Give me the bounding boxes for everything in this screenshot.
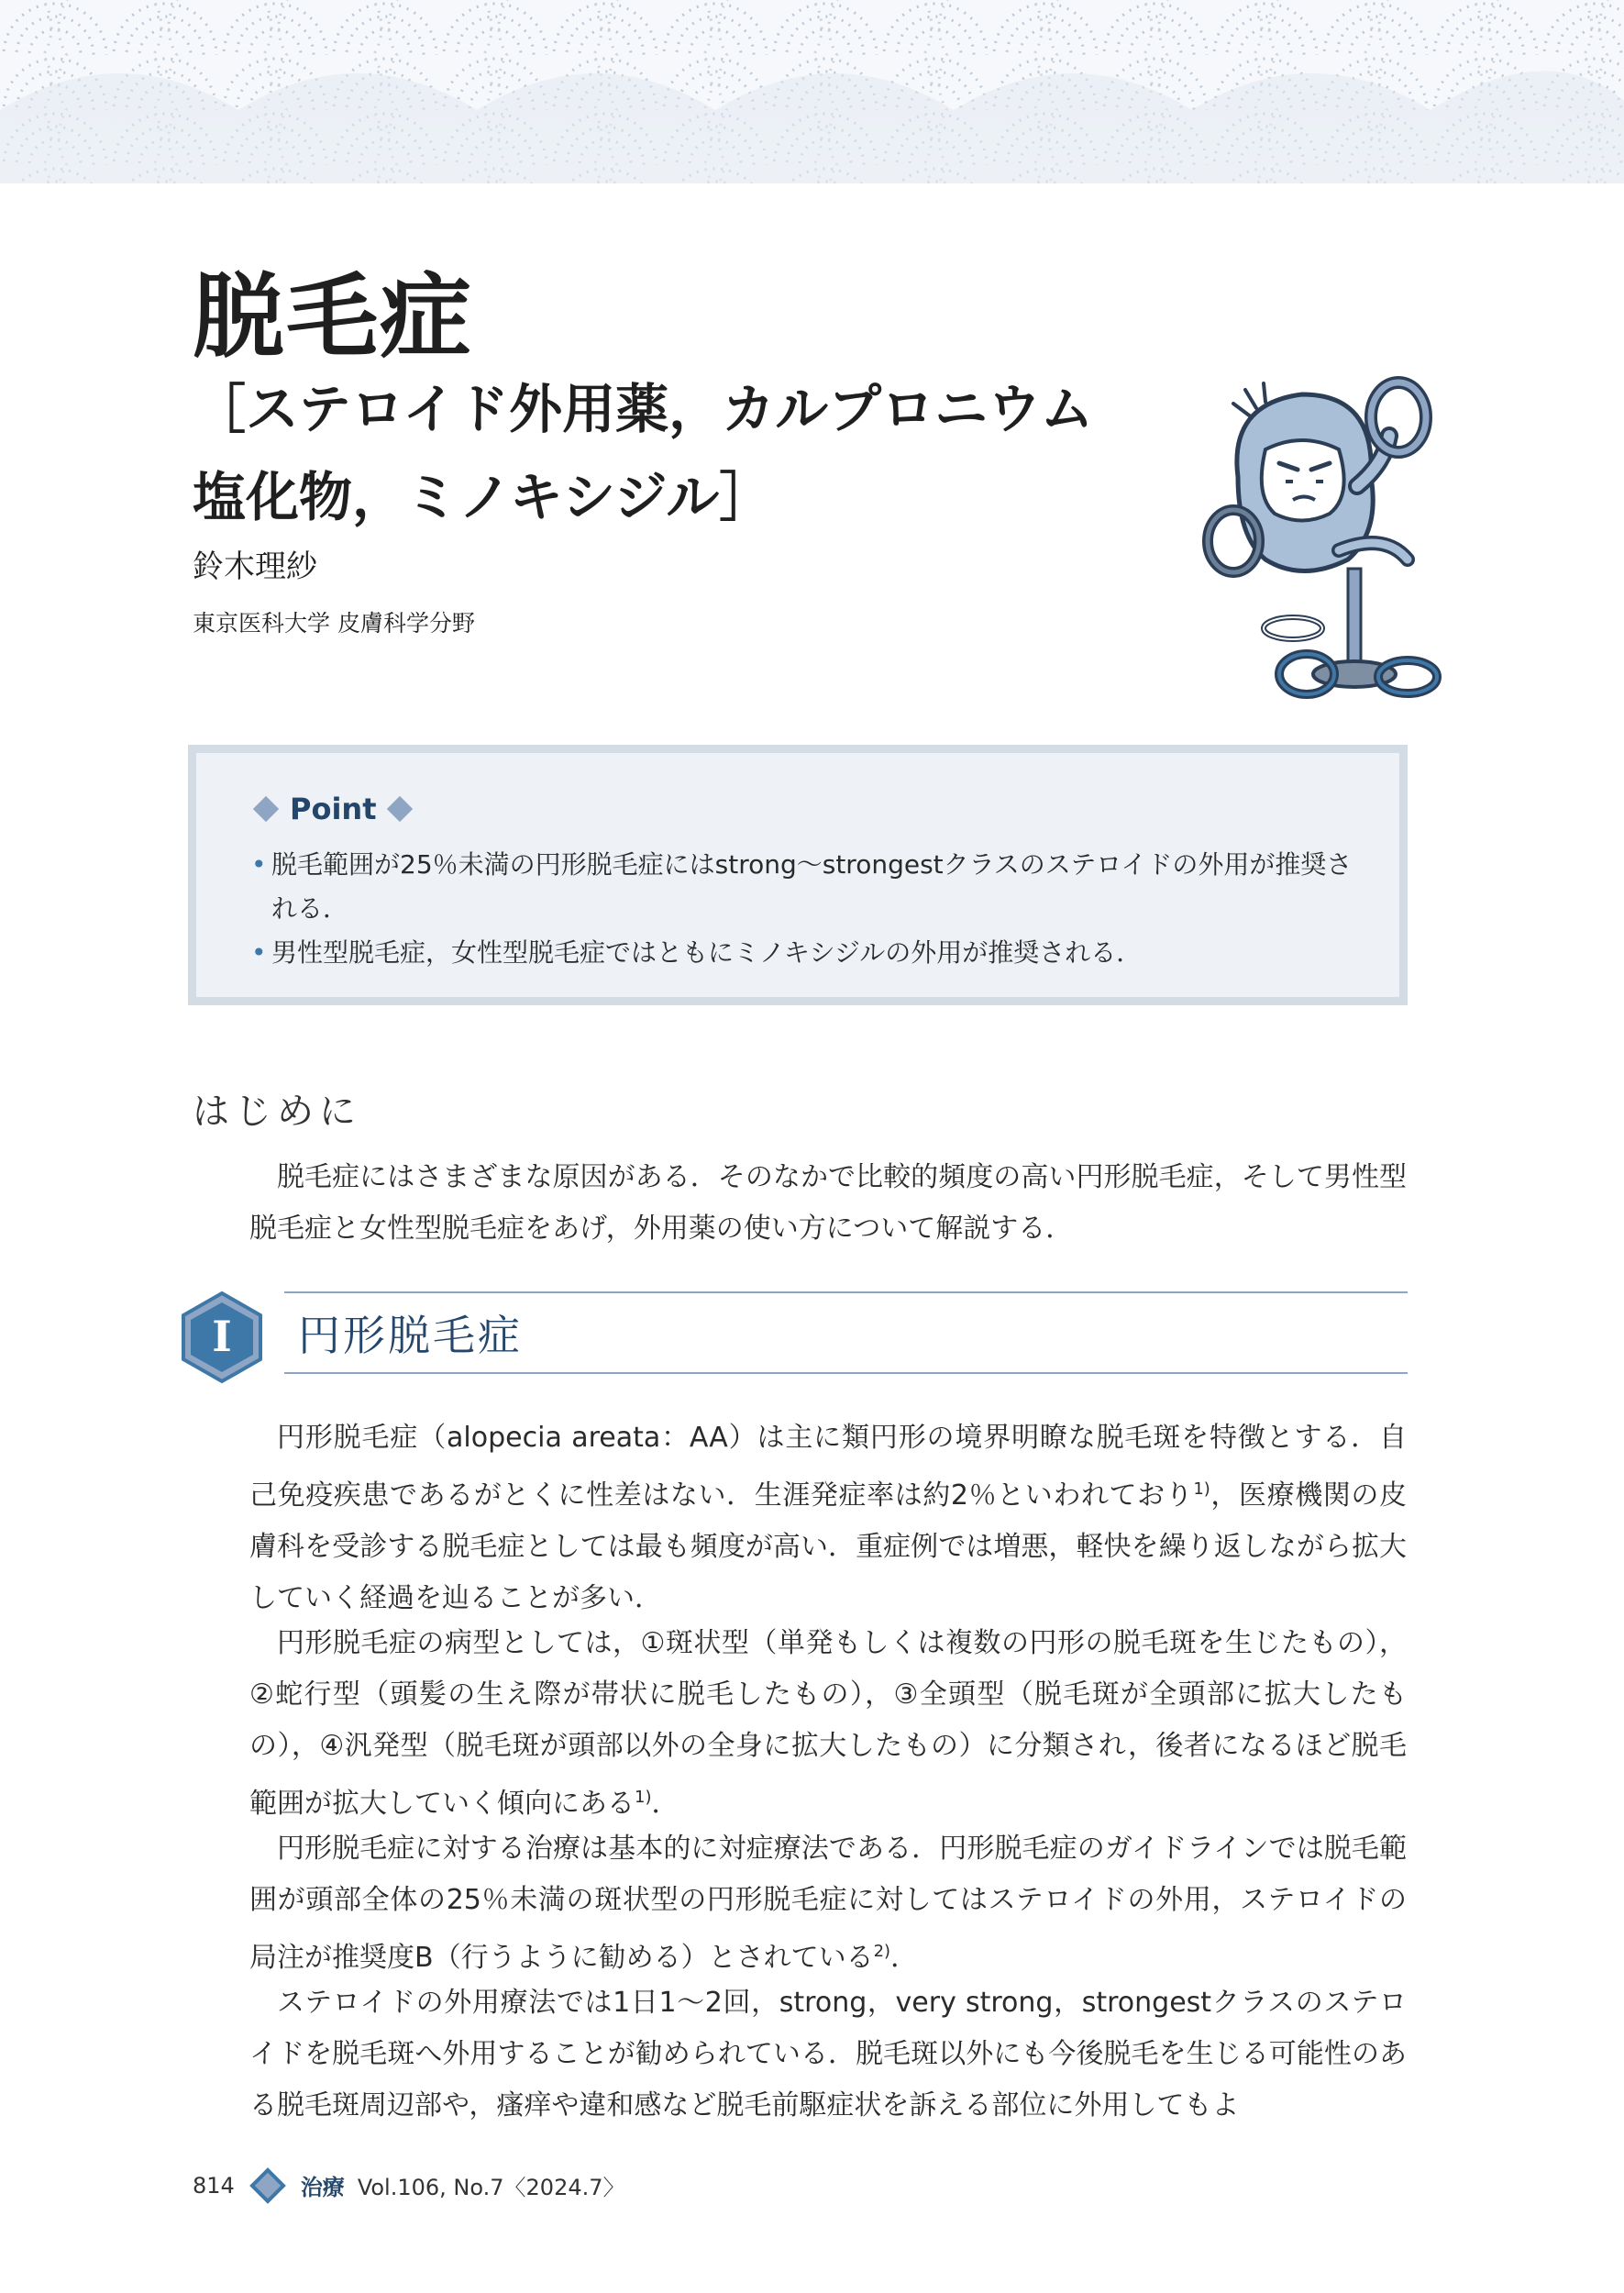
body-paragraph-2 bbox=[249, 1618, 1407, 1830]
article-subtitle bbox=[193, 365, 1094, 541]
p3-text: 円形脱毛症に対する治療は基本的に対症療法である．円形脱毛症のガイドラインでは脱毛範囲が頭部全体の25％未満の斑状型の円形脱毛症に対してはステロイドの外用，ステロイドの局注が推奨度B（行うように勧める）とされている bbox=[249, 1833, 1407, 1974]
section-rule-bottom bbox=[284, 1372, 1408, 1374]
point-item: • 男性型脱毛症，女性型脱毛症ではともにミノキシジルの外用が推奨される． bbox=[251, 931, 1370, 975]
mascot-illustration bbox=[1201, 376, 1449, 706]
diamond-icon bbox=[249, 2167, 286, 2204]
citation-ref: 2) bbox=[873, 1942, 891, 1961]
point-item: • 脱毛範囲が25％未満の円形脱毛症にはstrong～strongestクラスのステロイドの外用が推奨される． bbox=[251, 843, 1370, 931]
section-number-badge bbox=[180, 1290, 264, 1385]
journal-name: 治療 bbox=[300, 2175, 345, 2200]
wave-pattern-banner bbox=[0, 0, 1624, 183]
intro-paragraph: 脱毛症にはさまざまな原因がある．そのなかで比較的頻度の高い円形脱毛症，そして男性型脱毛症と女性型脱毛症をあげ，外用薬の使い方について解説する． bbox=[249, 1161, 1407, 1245]
p1-text: 円形脱毛症（alopecia areata：AA）は主に類円形の境界明瞭な脱毛斑を特徴とする．自己免疫疾患であるがとくに性差はない．生涯発症率は約2％といわれており bbox=[249, 1422, 1407, 1512]
p2-end: ． bbox=[651, 1788, 679, 1820]
body-paragraph-1 bbox=[249, 1412, 1407, 1624]
p2-text: 円形脱毛症の病型としては，①斑状型（単発もしくは複数の円形の脱毛斑を生じたもの），②蛇行型（頭髪の生え際が帯状に脱毛したもの），③全頭型（脱毛斑が全頭部に拡大したもの），④汎発型（脱毛斑が頭部以外の全身に拡大したもの）に分類され，後者になるほど脱毛範囲が拡大していく傾向にある bbox=[249, 1627, 1407, 1820]
point-box bbox=[188, 745, 1408, 1005]
diamond-icon bbox=[253, 796, 279, 822]
p1-rest: ，医療機関の皮膚科を受診する脱毛症としては最も頻度が高い．重症例では増悪，軽快を繰り返しながら拡大していく経過を辿ることが多い． bbox=[249, 1479, 1407, 1614]
subtitle-line-1: ［ステロイド外用薬，カルプロニウム bbox=[193, 378, 1094, 440]
article-title: 脱毛症 bbox=[193, 263, 473, 371]
body-paragraph-3 bbox=[249, 1823, 1407, 1984]
section-number: I bbox=[212, 1312, 232, 1361]
subtitle-line-2: 塩化物，ミノキシジル］ bbox=[193, 466, 773, 528]
point-heading-label: Point bbox=[290, 792, 377, 826]
citation-ref: 1) bbox=[635, 1788, 652, 1807]
body-paragraph-4: ステロイドの外用療法では1日1～2回，strong，very strong，strongestクラスのステロイドを脱毛斑へ外用することが勧められている．脱毛斑以外にも今後脱毛を生じる可能性のある脱毛斑周辺部や，瘙痒や違和感など脱毛前駆症状を訴える部位に外用してもよ bbox=[249, 1987, 1407, 2121]
section-rule-top bbox=[284, 1291, 1408, 1293]
journal-volume: Vol.106, No.7〈2024.7〉 bbox=[357, 2175, 625, 2200]
diamond-icon bbox=[387, 796, 413, 822]
section-title: 円形脱毛症 bbox=[298, 1311, 523, 1360]
citation-ref: 1) bbox=[1193, 1479, 1210, 1499]
p3-end: ． bbox=[890, 1942, 919, 1974]
author-name: 鈴木理紗 bbox=[193, 548, 317, 585]
point-heading bbox=[251, 792, 414, 826]
page-footer bbox=[193, 2169, 625, 2201]
point-list bbox=[251, 843, 1370, 975]
page-number: 814 bbox=[193, 2172, 235, 2199]
intro-heading: はじめに bbox=[193, 1091, 361, 1133]
author-affiliation: 東京医科大学 皮膚科学分野 bbox=[193, 610, 475, 637]
